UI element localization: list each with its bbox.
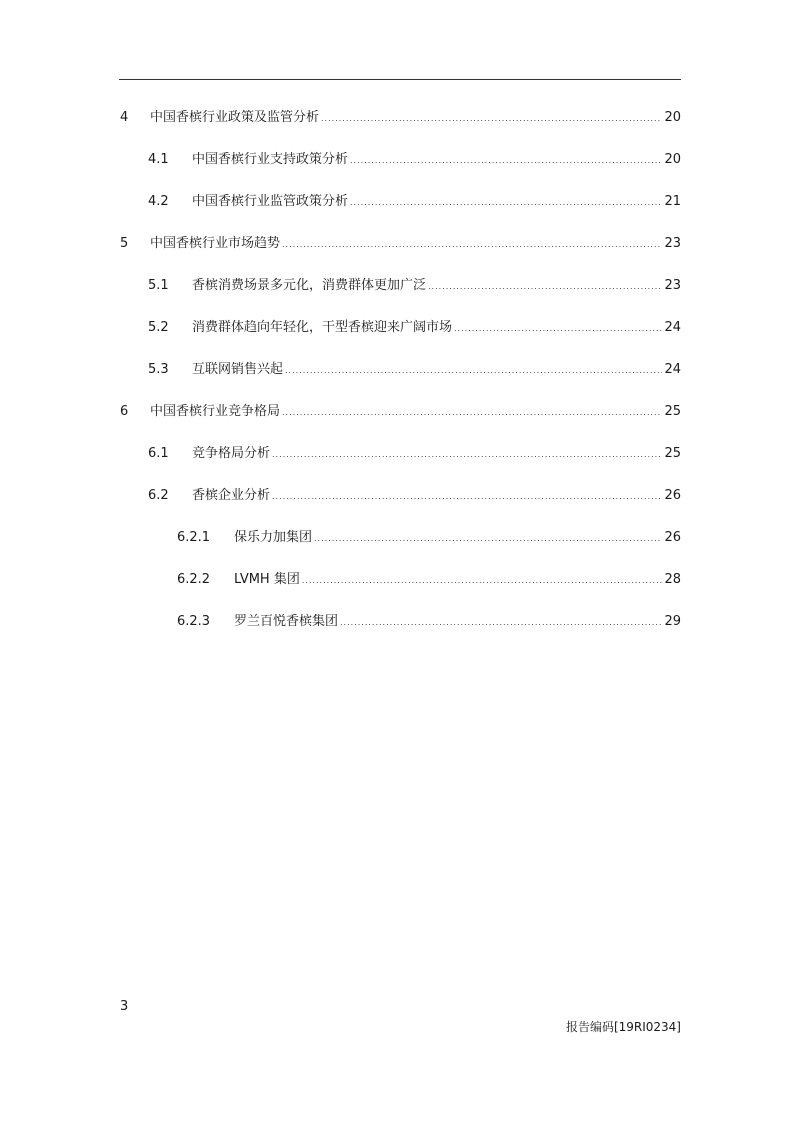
toc-entry[interactable] (177, 612, 681, 632)
toc-entry[interactable] (148, 276, 681, 296)
toc-entry-number: 5 (120, 236, 129, 251)
toc-entry-number: 4.2 (148, 194, 169, 209)
toc-entry-number: 5.1 (148, 278, 169, 293)
toc-entry[interactable] (120, 234, 681, 254)
toc-leader-dots (428, 277, 662, 297)
toc-leader-dots (314, 529, 662, 549)
toc-entry[interactable] (120, 402, 681, 422)
toc-entry-title: 保乐力加集团 (234, 530, 313, 545)
toc-entry-page: 26 (664, 488, 681, 503)
toc-entry-number: 5.2 (148, 320, 169, 335)
toc-entry-page: 21 (664, 194, 681, 209)
toc-entry-number: 6 (120, 404, 129, 419)
toc-leader-dots (282, 403, 662, 423)
toc-entry-title: 消费群体趋向年轻化，干型香槟迎来广阔市场 (192, 320, 453, 335)
toc-entry-number: 4 (120, 110, 129, 125)
toc-entry-number: 6.2.2 (177, 572, 211, 587)
toc-entry[interactable] (148, 444, 681, 464)
toc-leader-dots (282, 235, 662, 255)
toc-entry[interactable] (148, 192, 681, 212)
toc-entry-number: 6.2 (148, 488, 169, 503)
toc-entry-title: 竞争格局分析 (192, 446, 271, 461)
toc-entry-title: 中国香槟行业竞争格局 (150, 404, 281, 419)
toc-entry[interactable] (148, 318, 681, 338)
toc-leader-dots (272, 445, 662, 465)
toc-leader-dots (340, 613, 662, 633)
toc-entry-number: 5.3 (148, 362, 169, 377)
toc-entry[interactable] (148, 150, 681, 170)
toc-entry-number: 6.2.3 (177, 614, 211, 629)
toc-entry-title: 香槟企业分析 (192, 488, 271, 503)
toc-leader-dots (350, 151, 662, 171)
toc-entry-page: 20 (664, 110, 681, 125)
toc-leader-dots (454, 319, 662, 339)
toc-entry-page: 24 (664, 320, 681, 335)
toc-leader-dots (272, 487, 662, 507)
page-number: 3 (120, 999, 129, 1014)
toc-entry[interactable] (177, 528, 681, 548)
toc-entry-number: 4.1 (148, 152, 169, 167)
toc-leader-dots (302, 571, 663, 591)
toc-entry-page: 20 (664, 152, 681, 167)
toc-entry-page: 26 (664, 530, 681, 545)
toc-entry-page: 25 (664, 404, 681, 419)
toc-entry-page: 25 (664, 446, 681, 461)
toc-leader-dots (285, 361, 662, 381)
report-code: 报告编码[19RI0234] (565, 1020, 681, 1034)
toc-entry-title: 香槟消费场景多元化，消费群体更加广泛 (192, 278, 427, 293)
toc-entry-number: 6.1 (148, 446, 169, 461)
toc-leader-dots (350, 193, 662, 213)
toc-entry-title: 罗兰百悦香槟集团 (234, 614, 339, 629)
toc-entry[interactable] (148, 486, 681, 506)
toc-leader-dots (321, 109, 662, 129)
toc-entry-page: 23 (664, 236, 681, 251)
toc-entry-title: 互联网销售兴起 (192, 362, 284, 377)
toc-entry-title: 中国香槟行业市场趋势 (150, 236, 281, 251)
toc-entry-title: LVMH 集团 (234, 572, 300, 587)
toc-entry-page: 29 (664, 614, 681, 629)
toc-entry[interactable] (148, 360, 681, 380)
toc-entry-title: 中国香槟行业支持政策分析 (192, 152, 349, 167)
toc-entry-page: 23 (664, 278, 681, 293)
toc-entry-title: 中国香槟行业政策及监管分析 (150, 110, 320, 125)
toc-entry-page: 28 (664, 572, 681, 587)
toc-entry[interactable] (120, 108, 681, 128)
toc-entry-page: 24 (664, 362, 681, 377)
toc-entry-number: 6.2.1 (177, 530, 211, 545)
toc-entry-title: 中国香槟行业监管政策分析 (192, 194, 349, 209)
toc-entry[interactable] (177, 570, 681, 590)
